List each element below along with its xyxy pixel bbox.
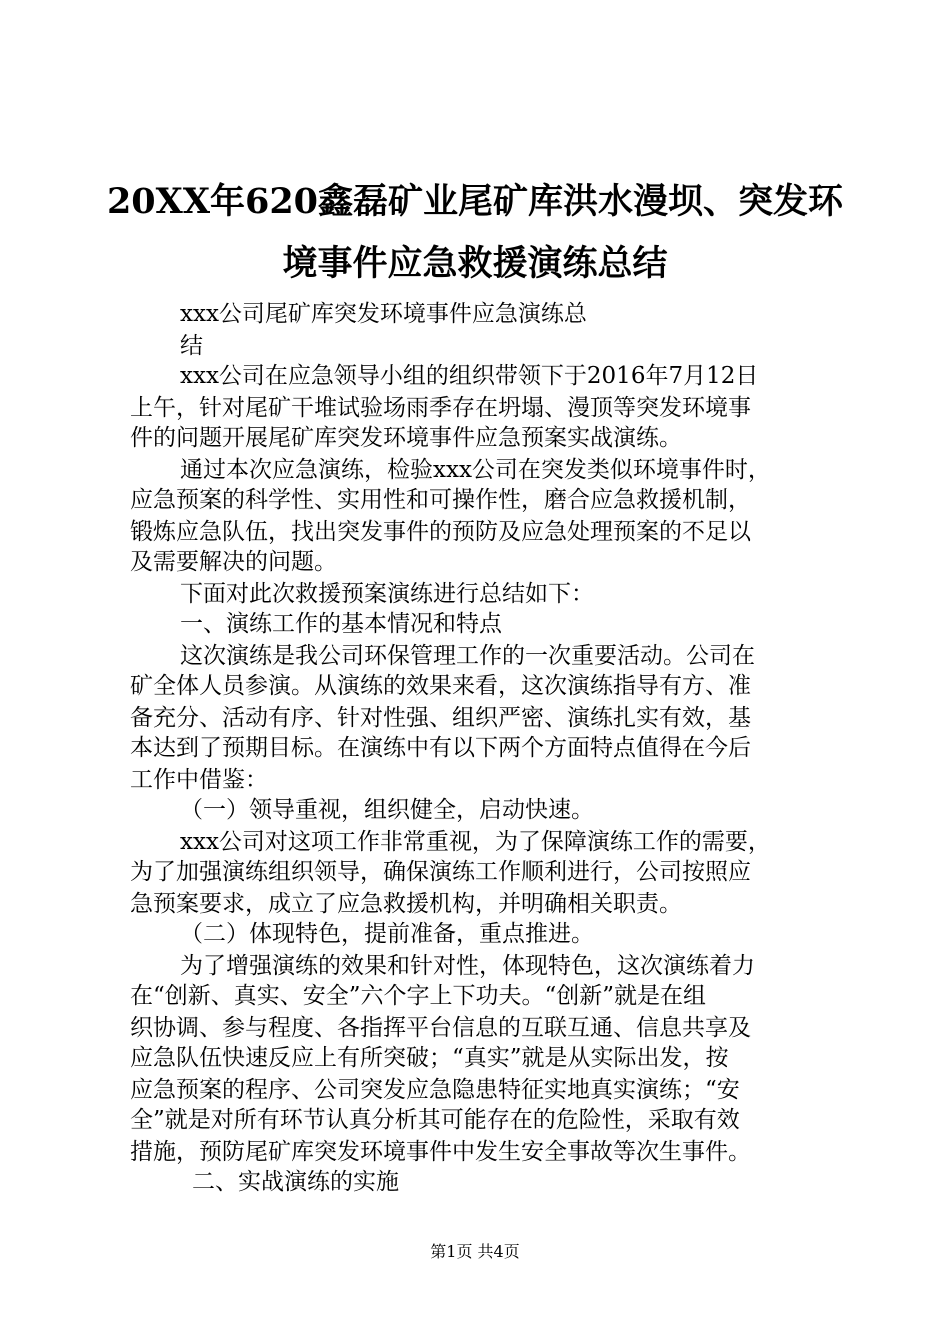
body-line: 一、演练工作的基本情况和特点 <box>180 611 502 637</box>
body-line: 本达到了预期目标。在演练中有以下两个方面特点值得在今后 <box>130 735 751 761</box>
page-number-footer: 第1页 共4页 <box>430 1242 520 1261</box>
body-line: 措施，预防尾矿库突发环境事件中发生安全事故等次生事件。 <box>130 1139 751 1165</box>
body-line: 结 <box>180 333 203 359</box>
body-line: 在“创新、真实、安全”六个字上下功夫。“创新”就是在组 <box>130 983 707 1009</box>
body-line: 矿全体人员参演。从演练的效果来看，这次演练指导有方、准 <box>130 673 751 699</box>
body-line: xxx公司对这项工作非常重视，为了保障演练工作的需要， <box>180 829 771 855</box>
body-line: 应急预案的程序、公司突发应急隐患特征实地真实演练；“安 <box>130 1077 740 1103</box>
body-line: 通过本次应急演练，检验xxx公司在突发类似环境事件时， <box>180 457 771 483</box>
body-line: （二）体现特色，提前准备，重点推进。 <box>180 921 594 947</box>
body-line: 全”就是对所有环节认真分析其可能存在的危险性，采取有效 <box>130 1107 740 1133</box>
body-line: 锻炼应急队伍，找出突发事件的预防及应急处理预案的不足以 <box>130 519 751 545</box>
body-line: 织协调、参与程度、各指挥平台信息的互联互通、信息共享及 <box>130 1015 751 1041</box>
body-line: 件的问题开展尾矿库突发环境事件应急预案实战演练。 <box>130 425 682 451</box>
body-line: 备充分、活动有序、针对性强、组织严密、演练扎实有效，基 <box>130 705 751 731</box>
body-line: 为了加强演练组织领导，确保演练工作顺利进行，公司按照应 <box>130 859 751 885</box>
document-title-line-2: 境事件应急救援演练总结 <box>282 243 668 284</box>
body-line: xxx公司尾矿库突发环境事件应急演练总 <box>180 301 587 327</box>
body-line: 及需要解决的问题。 <box>130 549 337 575</box>
body-line: 二、实战演练的实施 <box>192 1169 399 1195</box>
body-line: 上午，针对尾矿干堆试验场雨季存在坍塌、漫顶等突发环境事 <box>130 395 751 421</box>
body-line: 工作中借鉴： <box>130 767 268 793</box>
body-line: （一）领导重视，组织健全，启动快速。 <box>180 797 594 823</box>
body-line: 应急队伍快速反应上有所突破；“真实”就是从实际出发，按 <box>130 1045 729 1071</box>
body-line: 为了增强演练的效果和针对性，体现特色，这次演练着力 <box>180 953 755 979</box>
document-title-line-1: 20XX年620鑫磊矿业尾矿库洪水漫坝、突发环 <box>106 181 844 222</box>
body-line: 这次演练是我公司环保管理工作的一次重要活动。公司在 <box>180 643 755 669</box>
body-line: 应急预案的科学性、实用性和可操作性，磨合应急救援机制， <box>130 487 751 513</box>
body-line: 急预案要求，成立了应急救援机构，并明确相关职责。 <box>130 891 682 917</box>
body-line: xxx公司在应急领导小组的组织带领下于2016年7月12日 <box>180 363 759 389</box>
body-line: 下面对此次救援预案演练进行总结如下： <box>180 581 594 607</box>
